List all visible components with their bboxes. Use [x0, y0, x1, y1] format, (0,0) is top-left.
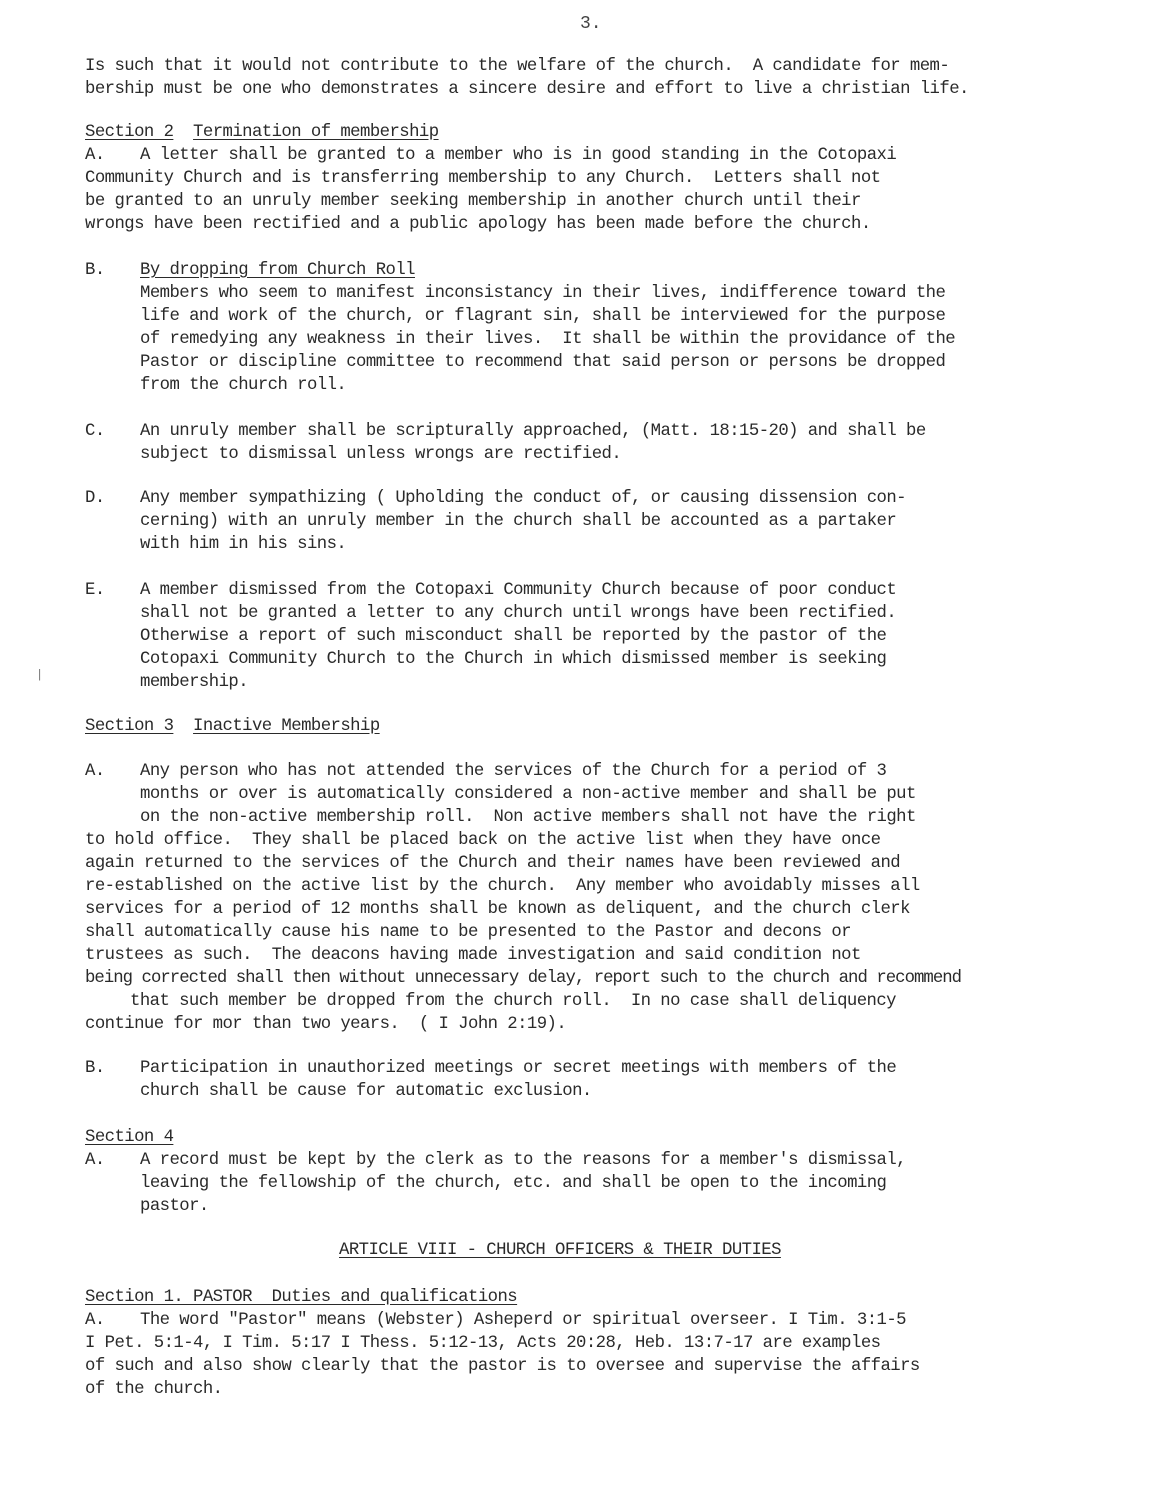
- article-8a-line: of the church.: [85, 1380, 223, 1399]
- item-label: D.: [85, 489, 105, 508]
- item-label: B.: [85, 261, 105, 280]
- item-label: A.: [85, 762, 105, 781]
- article-8a-line: of such and also show clearly that the pastor is to oversee and supervise the affairs: [85, 1357, 920, 1376]
- section-2b-line: from the church roll.: [140, 376, 347, 395]
- section-3a-line: Any person who has not attended the services of the Church for a period of 3: [140, 762, 887, 781]
- item-label: A.: [85, 146, 105, 165]
- section-2b-title: By dropping from Church Roll: [140, 261, 415, 280]
- section-3b-line: Participation in unauthorized meetings or secret meetings with members of the: [140, 1059, 897, 1078]
- section-3-title: Inactive Membership: [193, 717, 380, 736]
- article-8-section-1-heading: Section 1. PASTOR Duties and qualifications: [85, 1288, 518, 1307]
- section-3a-line: shall automatically cause his name to be presented to the Pastor and decons or: [85, 923, 851, 942]
- section-2e-line: membership.: [140, 673, 249, 692]
- item-label: C.: [85, 422, 105, 441]
- intro-line: bership must be one who demonstrates a sincere desire and effort to live a christian life.: [85, 80, 969, 99]
- section-2e-line: Cotopaxi Community Church to the Church in which dismissed member is seeking: [140, 650, 887, 669]
- section-2c-line: An unruly member shall be scripturally approached, (Matt. 18:15-20) and shall be: [140, 422, 926, 441]
- section-2b-line: Members who seem to manifest inconsistancy in their lives, indifference toward the: [140, 284, 946, 303]
- section-3a-line: months or over is automatically considered a non-active member and shall be put: [140, 785, 916, 804]
- item-label: B.: [85, 1059, 105, 1078]
- section-2b-line: Pastor or discipline committee to recommend that said person or persons be dropped: [140, 353, 946, 372]
- section-3a-line: re-established on the active list by the church. Any member who avoidably misses all: [85, 877, 920, 896]
- section-3a-line: trustees as such. The deacons having made investigation and said condition not: [85, 946, 861, 965]
- section-2-title: Termination of membership: [193, 123, 439, 142]
- section-2b-line: of remedying any weakness in their lives. It shall be within the providance of the: [140, 330, 956, 349]
- article-8a-line: The word "Pastor" means (Webster) Asheperd or spiritual overseer. I Tim. 3:1-5: [140, 1311, 906, 1330]
- margin-mark: |: [36, 668, 44, 682]
- section-2a-line: be granted to an unruly member seeking membership in another church until their: [85, 192, 861, 211]
- section-2-number: Section 2: [85, 123, 174, 142]
- section-2d-line: with him in his sins.: [140, 535, 347, 554]
- section-2b-line: life and work of the church, or flagrant sin, shall be interviewed for the purpose: [140, 307, 946, 326]
- section-2c-line: subject to dismissal unless wrongs are rectified.: [140, 445, 622, 464]
- item-label: A.: [85, 1311, 105, 1330]
- section-4a-line: A record must be kept by the clerk as to the reasons for a member's dismissal,: [140, 1151, 906, 1170]
- section-3a-line: continue for mor than two years. ( I John 2:19).: [85, 1015, 567, 1034]
- section-3b-line: church shall be cause for automatic exclusion.: [140, 1082, 592, 1101]
- article-8-heading: ARTICLE VIII - CHURCH OFFICERS & THEIR DUTIES: [339, 1241, 781, 1260]
- section-3-number: Section 3: [85, 717, 174, 736]
- item-label: E.: [85, 581, 105, 600]
- section-2e-line: A member dismissed from the Cotopaxi Community Church because of poor conduct: [140, 581, 897, 600]
- section-2d-line: cerning) with an unruly member in the church shall be accounted as a partaker: [140, 512, 897, 531]
- section-2e-line: shall not be granted a letter to any church until wrongs have been rectified.: [140, 604, 897, 623]
- section-2d-line: Any member sympathizing ( Upholding the conduct of, or causing dissension con-: [140, 489, 906, 508]
- section-3-heading: [85, 715, 380, 738]
- section-2e-line: Otherwise a report of such misconduct shall be reported by the pastor of the: [140, 627, 887, 646]
- section-4-heading: Section 4: [85, 1128, 174, 1147]
- section-3a-line: again returned to the services of the Church and their names have been reviewed and: [85, 854, 901, 873]
- section-2-heading: [85, 121, 439, 144]
- section-2a-line: wrongs have been rectified and a public apology has been made before the church.: [85, 215, 871, 234]
- intro-line: Is such that it would not contribute to the welfare of the church. A candidate for mem-: [85, 57, 950, 76]
- section-3a-line: services for a period of 12 months shall be known as deliquent, and the church clerk: [85, 900, 910, 919]
- section-2a-line: Community Church and is transferring membership to any Church. Letters shall not: [85, 169, 881, 188]
- section-4a-line: pastor.: [140, 1197, 209, 1216]
- article-8a-line: I Pet. 5:1-4, I Tim. 5:17 I Thess. 5:12-13, Acts 20:28, Heb. 13:7-17 are examples: [85, 1334, 881, 1353]
- page-number: 3.: [580, 14, 602, 34]
- item-label: A.: [85, 1151, 105, 1170]
- section-4a-line: leaving the fellowship of the church, etc. and shall be open to the incoming: [140, 1174, 887, 1193]
- section-2a-line: A letter shall be granted to a member who is in good standing in the Cotopaxi: [140, 146, 897, 165]
- section-3a-line: to hold office. They shall be placed back on the active list when they have once: [85, 831, 881, 850]
- section-3a-line: being corrected shall then without unnecessary delay, report such to the church and recommend: [85, 969, 962, 988]
- section-3a-line: on the non-active membership roll. Non active members shall not have the right: [140, 808, 916, 827]
- section-3a-line: that such member be dropped from the church roll. In no case shall deliquency: [130, 992, 896, 1011]
